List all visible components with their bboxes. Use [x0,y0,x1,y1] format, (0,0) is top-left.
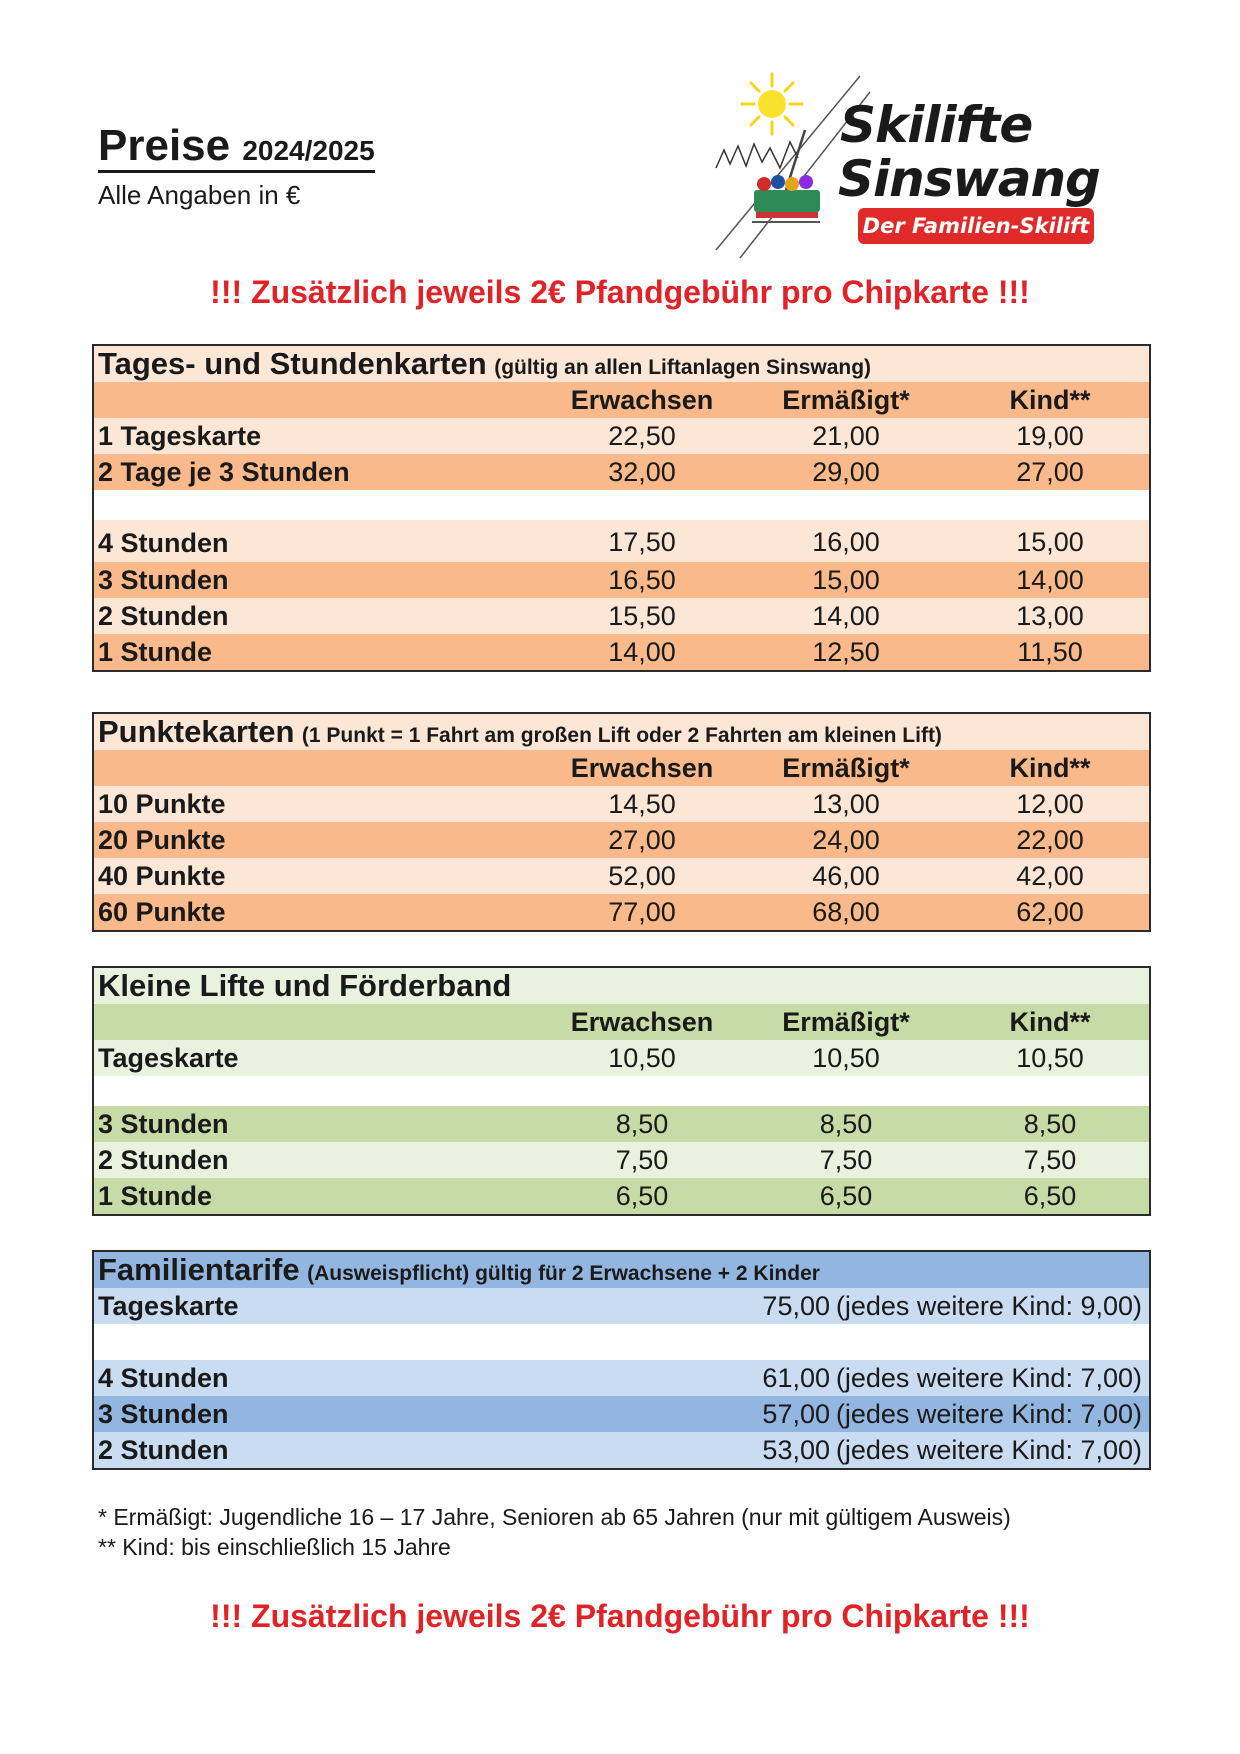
table-row [94,822,1149,858]
price-child: 19,00 [1016,421,1084,451]
price-reduced: 24,00 [812,825,880,855]
table-row [94,1360,1149,1396]
row-label: 2 Tage je 3 Stunden [98,457,350,487]
col-reduced: Ermäßigt* [782,753,910,783]
price-reduced: 15,00 [812,565,880,595]
table-title-row [94,968,1149,1004]
family-price: 75,00 [762,1291,830,1321]
price-child: 62,00 [1016,897,1084,927]
row-label: 1 Stunde [98,1181,213,1211]
row-label: 2 Stunden [98,1435,229,1465]
table-row [94,786,1149,822]
price-reduced: 10,50 [812,1043,880,1073]
price-child: 12,00 [1016,789,1084,819]
price-adult: 52,00 [608,861,676,891]
table-title: Punktekarten (1 Punkt = 1 Fahrt am großen Lift oder 2 Fahrten am kleinen Lift) [98,714,942,749]
logo-badge: Der Familien-Skilift [858,208,1094,244]
price-adult: 14,00 [608,637,676,667]
price-adult: 17,50 [608,527,676,557]
table-title: Familientarife (Ausweispflicht) gültig für 2 Erwachsene + 2 Kinder [98,1252,820,1287]
spacer-row [94,1076,1149,1106]
price-child: 14,00 [1016,565,1084,595]
price-reduced: 68,00 [812,897,880,927]
price-reduced: 21,00 [812,421,880,451]
family-price: 57,00 [762,1399,830,1429]
row-label: Tageskarte [98,1291,239,1321]
table-row [94,454,1149,490]
price-child: 42,00 [1016,861,1084,891]
price-adult: 22,50 [608,421,676,451]
price-child: 13,00 [1016,601,1084,631]
price-reduced: 8,50 [819,1109,873,1139]
price-child: 6,50 [1023,1181,1077,1211]
price-reduced: 6,50 [819,1181,873,1211]
column-header-row [94,1004,1149,1040]
price-adult: 14,50 [608,789,676,819]
table-title-row [94,714,1149,750]
row-label: Tageskarte [98,1043,239,1073]
price-child: 11,50 [1017,637,1083,667]
row-label: 1 Stunde [98,637,213,667]
extra-child-note: (jedes weitere Kind: 9,00) [835,1291,1142,1321]
extra-child-note: (jedes weitere Kind: 7,00) [835,1399,1142,1429]
spacer-row [94,1324,1149,1360]
col-adult: Erwachsen [570,385,714,415]
table-row [94,520,1149,562]
table-row [94,562,1149,598]
col-child: Kind** [1009,1007,1091,1037]
col-reduced: Ermäßigt* [782,385,910,415]
price-reduced: 29,00 [812,457,880,487]
table-row [94,1040,1149,1076]
row-label: 3 Stunden [98,1109,229,1139]
footnote-reduced: * Ermäßigt: Jugendliche 16 – 17 Jahre, Senioren ab 65 Jahren (nur mit gültigem Ausweis) [98,1504,1011,1530]
column-header-row [94,750,1149,786]
row-label: 2 Stunden [98,601,229,631]
price-reduced: 14,00 [812,601,880,631]
col-reduced: Ermäßigt* [782,1007,910,1037]
col-child: Kind** [1009,753,1091,783]
price-adult: 32,00 [608,457,676,487]
price-reduced: 7,50 [819,1145,873,1175]
table-row [94,858,1149,894]
price-adult: 16,50 [608,565,676,595]
table-row [94,1432,1149,1468]
logo-line-1: Skilifte [840,96,1033,154]
col-adult: Erwachsen [570,1007,714,1037]
price-adult: 6,50 [615,1181,669,1211]
row-label: 40 Punkte [98,861,226,891]
title-word: Preise [98,121,231,170]
row-label: 4 Stunden [98,528,229,558]
table-title: Kleine Lifte und Förderband [98,968,512,1003]
price-child: 10,50 [1016,1043,1084,1073]
price-adult: 10,50 [608,1043,676,1073]
row-label: 1 Tageskarte [98,421,262,451]
price-reduced: 46,00 [812,861,880,891]
price-child: 15,00 [1016,527,1084,557]
season-label: 2024/2025 [242,135,375,166]
table-row [94,894,1149,930]
extra-child-note: (jedes weitere Kind: 7,00) [835,1435,1142,1465]
price-reduced: 12,50 [812,637,880,667]
price-adult: 77,00 [608,897,676,927]
price-child: 27,00 [1016,457,1084,487]
price-child: 8,50 [1023,1109,1077,1139]
table-title-row [94,1252,1149,1288]
extra-child-note: (jedes weitere Kind: 7,00) [835,1363,1142,1393]
col-child: Kind** [1009,385,1091,415]
logo [710,72,1110,264]
column-header-row [94,382,1149,418]
table-row [94,1178,1149,1214]
price-reduced: 13,00 [812,789,880,819]
price-reduced: 16,00 [812,527,880,557]
table-title: Tages- und Stundenkarten (gültig an allen Liftanlagen Sinswang) [98,346,872,381]
currency-note: Alle Angaben in € [98,180,301,210]
row-label: 4 Stunden [98,1363,229,1393]
row-label: 3 Stunden [98,1399,229,1429]
table-row [94,1396,1149,1432]
price-adult: 15,50 [608,601,676,631]
table-row [94,634,1149,670]
family-price: 61,00 [762,1363,830,1393]
logo-line-2: Sinswang [838,150,1100,208]
col-adult: Erwachsen [570,753,714,783]
table-family-rates [92,1250,1151,1470]
page-title [98,122,375,175]
price-adult: 27,00 [608,825,676,855]
table-row [94,1142,1149,1178]
table-small-lifts [92,966,1151,1216]
deposit-notice-top: !!! Zusätzlich jeweils 2€ Pfandgebühr pro Chipkarte !!! [210,274,1030,310]
price-child: 7,50 [1023,1145,1077,1175]
footnotes [98,1502,1011,1562]
row-label: 2 Stunden [98,1145,229,1175]
title-block [98,122,375,211]
deposit-notice-bottom: !!! Zusätzlich jeweils 2€ Pfandgebühr pro Chipkarte !!! [210,1598,1030,1634]
row-label: 3 Stunden [98,565,229,595]
family-price: 53,00 [762,1435,830,1465]
table-row [94,598,1149,634]
price-adult: 8,50 [615,1109,669,1139]
price-child: 22,00 [1016,825,1084,855]
table-day-hour-tickets [92,344,1151,672]
table-row [94,418,1149,454]
table-point-cards [92,712,1151,932]
table-row [94,1106,1149,1142]
row-label: 10 Punkte [98,789,226,819]
table-title-row [94,346,1149,382]
price-adult: 7,50 [615,1145,669,1175]
footnote-child: ** Kind: bis einschließlich 15 Jahre [98,1534,451,1560]
row-label: 20 Punkte [98,825,226,855]
table-row [94,1288,1149,1324]
row-label: 60 Punkte [98,897,226,927]
spacer-row [94,490,1149,520]
